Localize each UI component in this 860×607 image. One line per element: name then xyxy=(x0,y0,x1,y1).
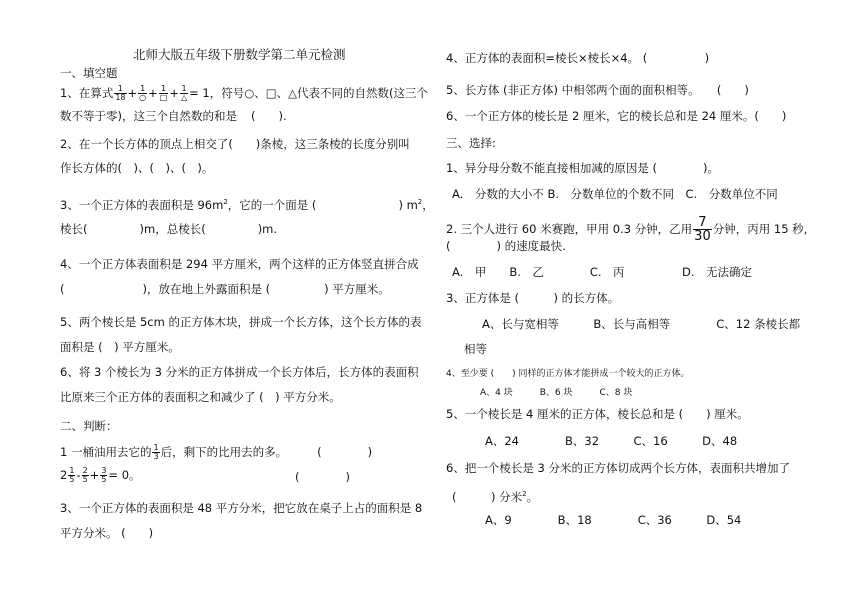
choice-3-options: A、长与宽相等 B、长与高相等 C、12 条棱长都 xyxy=(482,317,801,331)
fraction: $\frac{1}{18}$ xyxy=(115,84,126,102)
question-3-line-1: 3、一个正方体的表面积是 $96m^2$，它的一个面是 ( ) $m^2$， xyxy=(60,197,434,212)
judge-6: 6、一个正方体的棱长是 2 厘米，它的棱长总和是 24 厘米。( ) xyxy=(446,109,787,123)
judge-2-answer-blank: ( ) xyxy=(295,470,350,484)
fraction: $\frac{3}{5}$ xyxy=(101,466,107,484)
question-4-line-2: ( )，放在地上外露面积是 ( ) 平方厘米。 xyxy=(60,282,390,296)
choice-2-line-1: 2. 三个人进行 60 米赛跑，甲用 0.3 分钟，乙用 $\frac{7}{30}$ 分钟，丙用 15 秒, xyxy=(446,215,808,244)
question-4-line-1: 4、一个正方体表面积是 294 平方厘米，两个这样的正方体竖直拼合成 xyxy=(60,257,419,271)
fraction: $\frac{7}{30}$ xyxy=(694,215,711,244)
section-fill-blank: 一、填空题 xyxy=(60,66,118,80)
choice-1: 1、异分母分数不能直接相加减的原因是 ( )。 xyxy=(446,161,719,175)
choice-5: 5、一个棱长是 4 厘米的正方体，棱长总和是 ( ) 厘米。 xyxy=(446,407,749,421)
page-title: 北师大版五年级下册数学第二单元检测 xyxy=(133,47,346,62)
judge-3-line-1: 3、一个正方体的表面积是 48 平方分米，把它放在桌子上占的面积是 8 xyxy=(60,501,423,515)
choice-3-options-continued: 相等 xyxy=(464,342,487,356)
question-1-line-1: 1、在算式 $\frac{1}{18}$ + $\frac{1}{○}$ + $\frac{1}{□}$ + $\frac{1}{\triangle}$ = 1，符号○、□、△代表不同的自然数(这三个 xyxy=(60,84,428,102)
section-judge: 二、判断： xyxy=(60,419,118,433)
fraction: $\frac{2}{5}$ xyxy=(82,466,88,484)
choice-3: 3、正方体是 ( ) 的长方体。 xyxy=(446,291,620,305)
fraction: $\frac{1}{○}$ xyxy=(139,84,147,102)
choice-2-options: A. 甲 B. 乙 C. 丙 D. 无法确定 xyxy=(452,265,753,279)
question-2-line-1: 2、在一个长方体的顶点上相交了( )条棱，这三条棱的长度分别叫 xyxy=(60,137,410,151)
question-1-line-2: 数不等于零)，这三个自然数的和是 ( ). xyxy=(60,109,287,123)
fraction: $\frac{1}{3}$ xyxy=(153,443,159,461)
question-3-line-2: 棱长( )m，总棱长( )m. xyxy=(60,222,278,236)
choice-6-line-1: 6、把一个棱长是 3 分米的正方体切成两个长方体，表面积共增加了 xyxy=(446,461,790,475)
judge-4: 4、正方体的表面积=棱长×棱长×4。 ( ) xyxy=(446,51,710,65)
judge-3-line-2: 平方分米。 ( ) xyxy=(60,526,154,540)
fraction: $\frac{1}{\triangle}$ xyxy=(180,84,188,102)
fraction: $\frac{1}{□}$ xyxy=(159,84,168,102)
question-2-line-2: 作长方体的( )、( )、( )。 xyxy=(60,161,214,175)
judge-1: 1 一桶油用去它的 $\frac{1}{3}$ 后，剩下的比用去的多。 ( ) xyxy=(60,443,373,461)
section-choice: 三、选择: xyxy=(446,136,496,150)
judge-2: 2 $\frac{1}{5}$ - $\frac{2}{5}$ + $\frac{3}{5}$ = 0。 xyxy=(60,466,141,484)
choice-4: 4、至少要 ( ) 同样的正方体才能拼成一个较大的正方体。 xyxy=(446,369,690,379)
fraction: $\frac{1}{5}$ xyxy=(69,466,75,484)
question-5-line-2: 面积是 ( ) 平方厘米。 xyxy=(60,340,180,354)
choice-6-line-2: ( ) 分米$^2$。 xyxy=(452,489,539,504)
choice-5-options: A、24 B、32 C、16 D、48 xyxy=(485,434,738,448)
choice-2-line-2: ( ) 的速度最快. xyxy=(446,239,566,253)
judge-5: 5、长方体 (非正方体) 中相邻两个面的面积相等。 ( ) xyxy=(446,83,749,97)
question-5-line-1: 5、两个棱长是 5cm 的正方体木块，拼成一个长方体，这个长方体的表 xyxy=(60,315,422,329)
question-6-line-1: 6、将 3 个棱长为 3 分米的正方体拼成一个长方体后，长方体的表面积 xyxy=(60,365,419,379)
choice-6-options: A、9 B、18 C、36 D、54 xyxy=(485,513,742,527)
choice-4-options: A、4 块 B、6 块 C、8 块 xyxy=(480,388,633,398)
question-6-line-2: 比原来三个正方体的表面积之和减少了 ( ) 平方分米。 xyxy=(60,390,341,404)
choice-1-options: A. 分数的大小不 B. 分数单位的个数不同 C. 分数单位不同 xyxy=(452,187,778,201)
